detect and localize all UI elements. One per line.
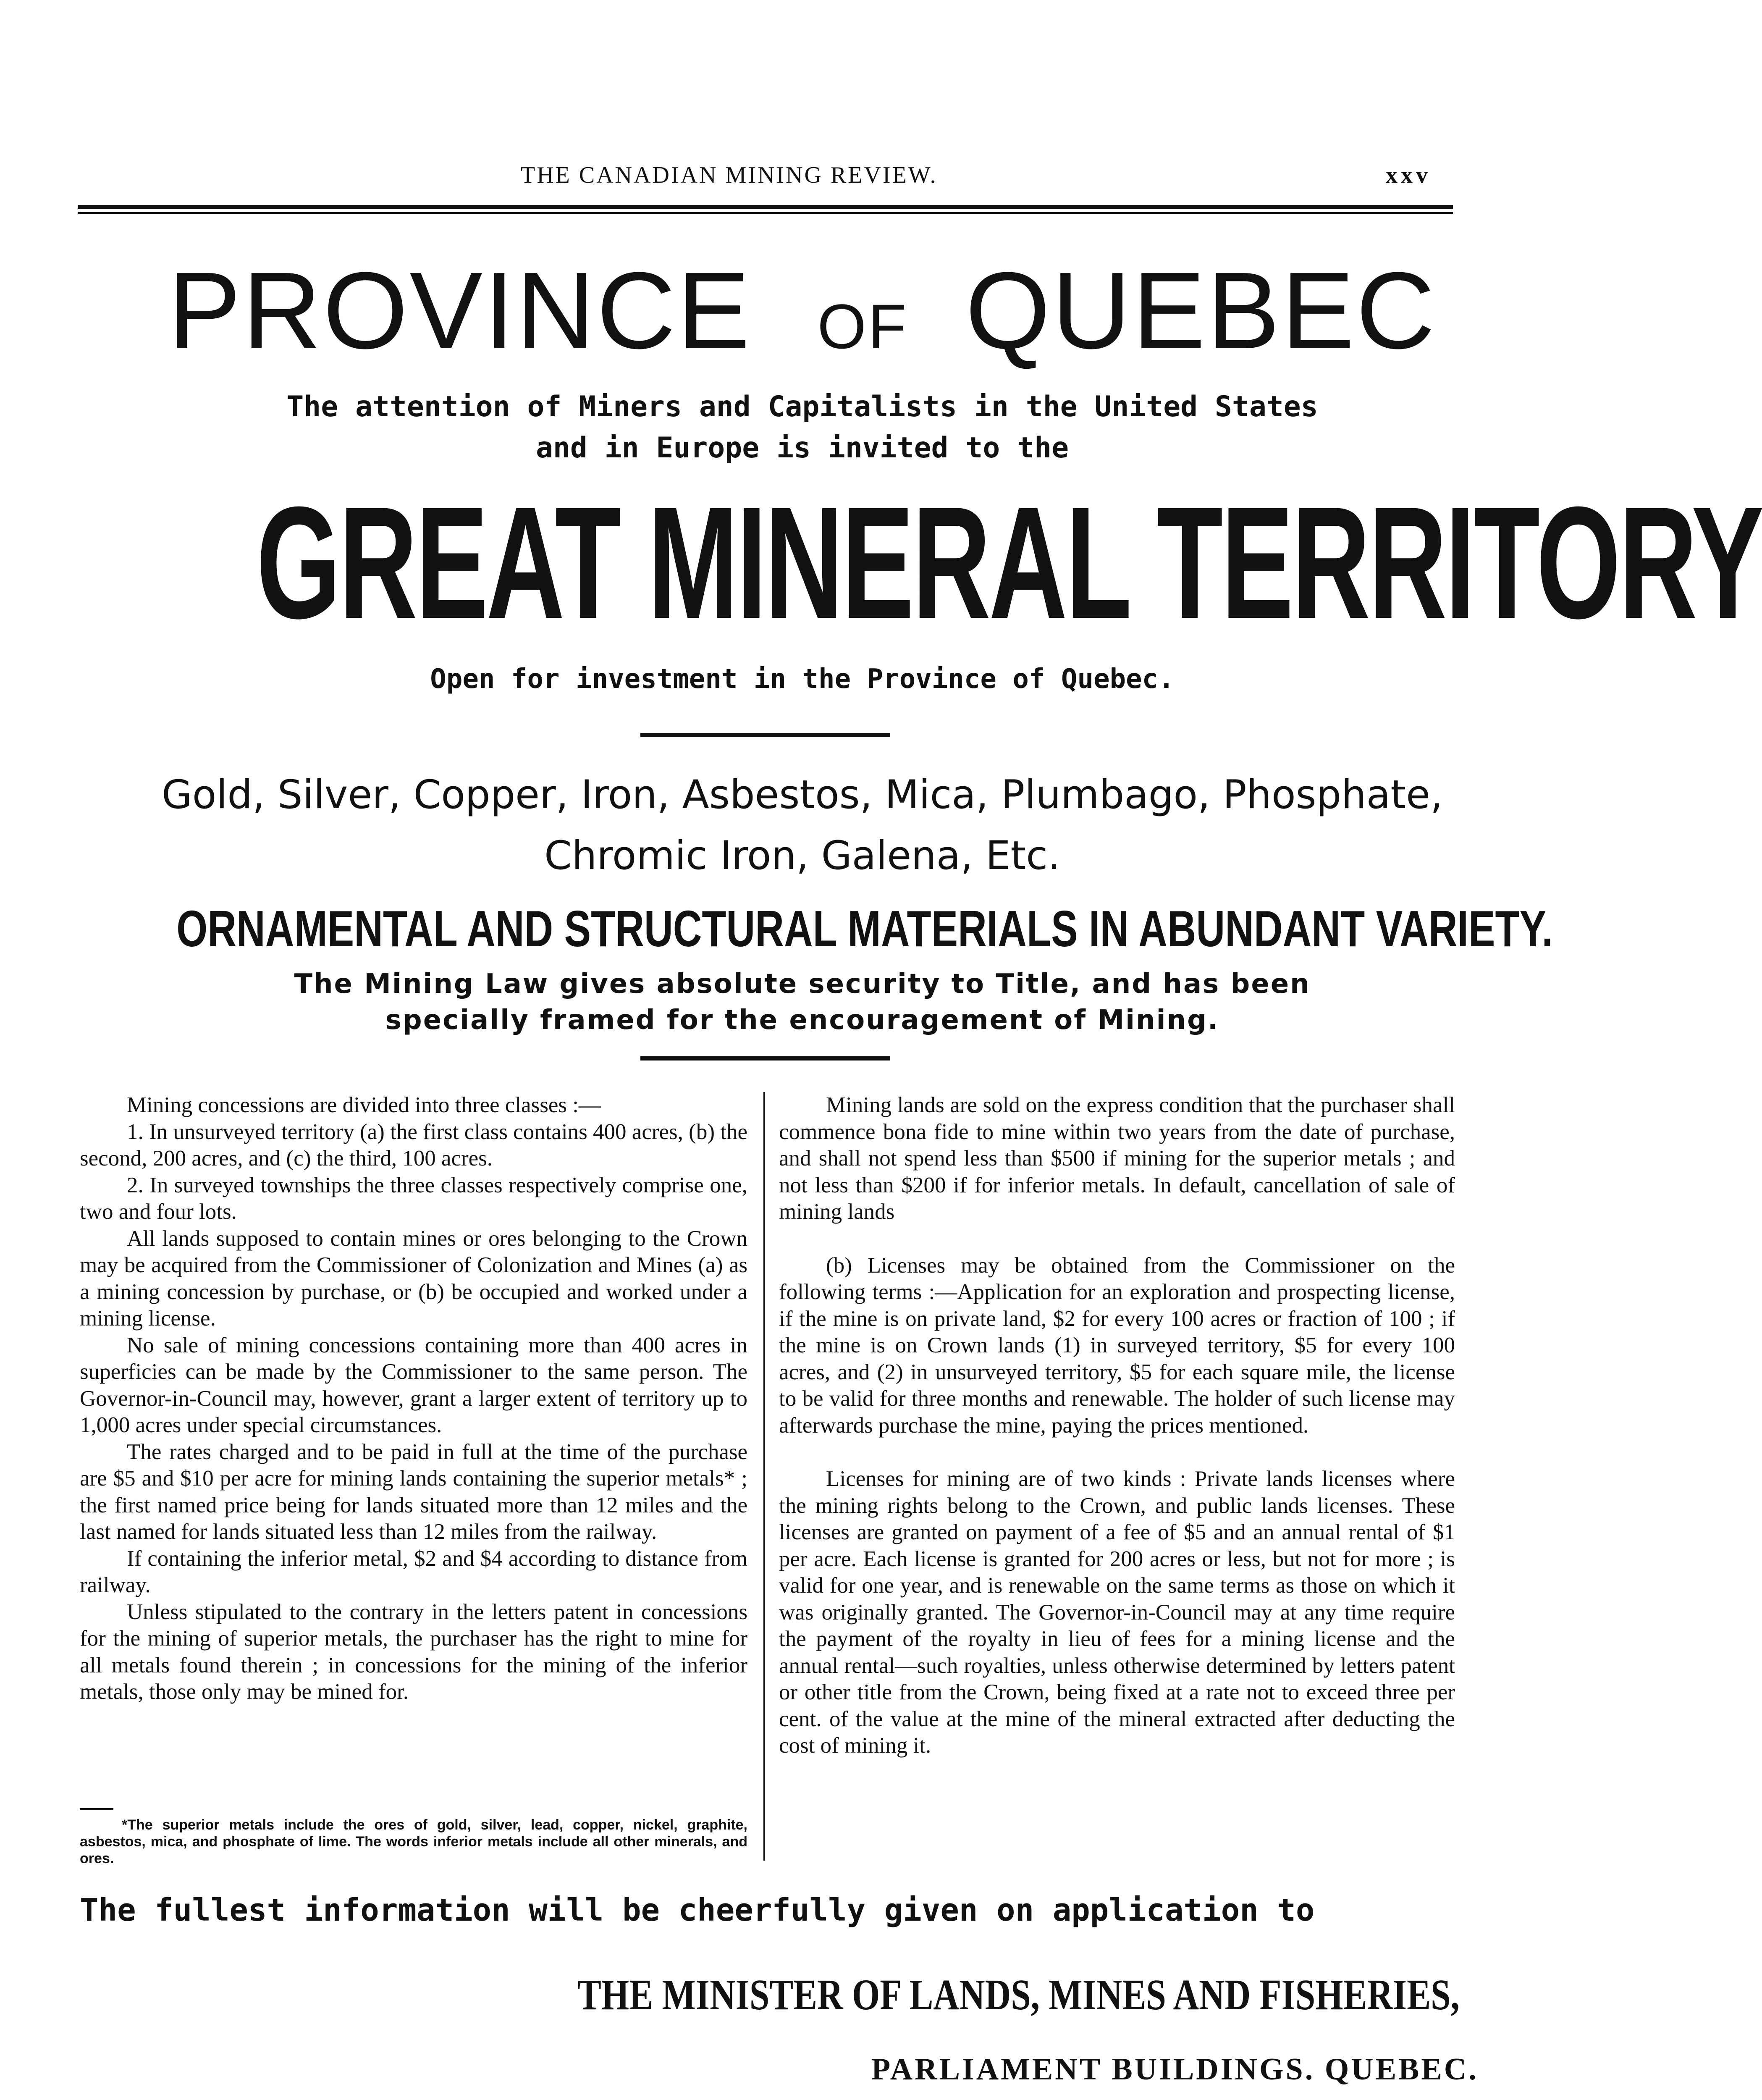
fullest-information-line: The fullest information will be cheerfully given on application to: [80, 1892, 1315, 1928]
footnote-rule: [80, 1808, 113, 1810]
paragraph: Mining lands are sold on the express condition that the purchaser shall commence bona fide to mine within two years from the date of purchase, and shall not spend less than $500 if mining for the superior metals ; and not less than $200 if for inferior metals. In default, cancellation of sale of mining lands: [779, 1093, 1455, 1224]
divider-rule: [640, 1056, 890, 1060]
running-title: THE CANADIAN MINING REVIEW.: [521, 162, 938, 188]
headline-province: PROVINCE: [168, 250, 752, 372]
header-rule-thin: [78, 212, 1453, 214]
headline-quebec: QUEBEC: [965, 250, 1437, 372]
attention-text: [0, 386, 1605, 469]
great-mineral-territory-title: GREAT MINERAL TERRITORY: [256, 473, 1762, 652]
paragraph: No sale of mining concessions containing more than 400 acres in superficies can be made by the Commissioner to the same person. The Governor-in-Council may, however, grant a larger extent of territory up to 1,000 acres under special circumstances.: [80, 1333, 747, 1437]
attention-line: and in Europe is invited to the: [535, 431, 1069, 465]
paragraph: 1. In unsurveyed territory (a) the first class contains 400 acres, (b) the second, 200 acres, and (c) the third, 100 acres.: [80, 1119, 747, 1171]
column-divider: [763, 1092, 765, 1861]
paragraph: All lands supposed to contain mines or ores belonging to the Crown may be acquired from the Commissioner of Colonization and Mines (a) as a mining concession by purchase, or (b) be occupied and worked under a mining license.: [80, 1226, 747, 1331]
mining-law-text: [0, 966, 1605, 1038]
paragraph: If containing the inferior metal, $2 and $4 according to distance from railway.: [80, 1546, 747, 1597]
minerals-line: Chromic Iron, Galena, Etc.: [544, 833, 1060, 879]
mining-law-line: specially framed for the encouragement of Mining.: [385, 1005, 1219, 1036]
paragraph: 2. In surveyed townships the three classes respectively comprise one, two and four lots.: [80, 1173, 747, 1224]
footnote: *The superior metals include the ores of gold, silver, lead, copper, nickel, graphite, asbestos, mica, and phosphate of lime. The words inferior metals include all other minerals, and ores.: [80, 1817, 747, 1866]
left-column: [80, 1092, 747, 1706]
minerals-line: Gold, Silver, Copper, Iron, Asbestos, Mica, Plumbago, Phosphate,: [162, 772, 1443, 818]
mining-law-line: The Mining Law gives absolute security to Title, and has been: [294, 969, 1311, 1000]
headline: [0, 250, 1605, 372]
paragraph: Mining concessions are divided into three classes :—: [127, 1093, 601, 1117]
address-line: PARLIAMENT BUILDINGS. QUEBEC.: [871, 2052, 1479, 2087]
running-head: [0, 162, 1605, 195]
headline-of: OF: [817, 291, 908, 362]
paragraph: Licenses for mining are of two kinds : Private lands licenses where the mining rights belong to the Crown, and public lands licenses. These licenses are granted on payment of a fee of $5 and an annual rental of $1 per acre. Each license is granted for 200 acres or less, but not for more ; is valid for one year, and is renewable on the same terms as those on which it was originally granted. The Governor-in-Council may at any time require the payment of the royalty in lieu of fees for a mining license and the annual rental—such royalties, unless otherwise determined by letters patent or other title from the Crown, being fixed at a rate not to exceed three per cent. of the value at the mine of the mineral extracted after deducting the cost of mining it.: [779, 1467, 1455, 1758]
minister-line: THE MINISTER OF LANDS, MINES AND FISHERIES,: [577, 1971, 1460, 2019]
divider-rule: [640, 733, 890, 737]
attention-line: The attention of Miners and Capitalists in the United States: [286, 390, 1318, 423]
paragraph: (b) Licenses may be obtained from the Commissioner on the following terms :—Application for an exploration and prospecting license, if the mine is on private land, $2 for every 100 acres or fraction of 100 ; if the mine is on Crown lands (1) in surveyed territory, $5 for every 100 acres, and (2) in unsurveyed territory, $5 for each square mile, the license to be valid for three months and renewable. The holder of such license may afterwards purchase the mine, paying the prices mentioned.: [779, 1253, 1455, 1438]
paragraph: The rates charged and to be paid in full at the time of the purchase are $5 and $10 per acre for mining lands containing the superior metals* ; the first named price being for lands situated more than 12 miles and the last named for lands situated less than 12 miles from the railway.: [80, 1439, 747, 1544]
right-column: [779, 1092, 1455, 1759]
minerals-list: [0, 764, 1605, 886]
open-for-investment: Open for investment in the Province of Quebec.: [430, 664, 1175, 695]
paragraph: Unless stipulated to the contrary in the letters patent in concessions for the mining of superior metals, the purchaser has the right to mine for all metals found therein ; in concessions for the mining of the inferior metals, those only may be mined for.: [80, 1599, 747, 1704]
page-number: xxv: [1386, 162, 1431, 188]
header-rule-thick: [78, 205, 1453, 209]
ornamental-heading: ORNAMENTAL AND STRUCTURAL MATERIALS IN ABUNDANT VARIETY.: [176, 900, 1553, 957]
